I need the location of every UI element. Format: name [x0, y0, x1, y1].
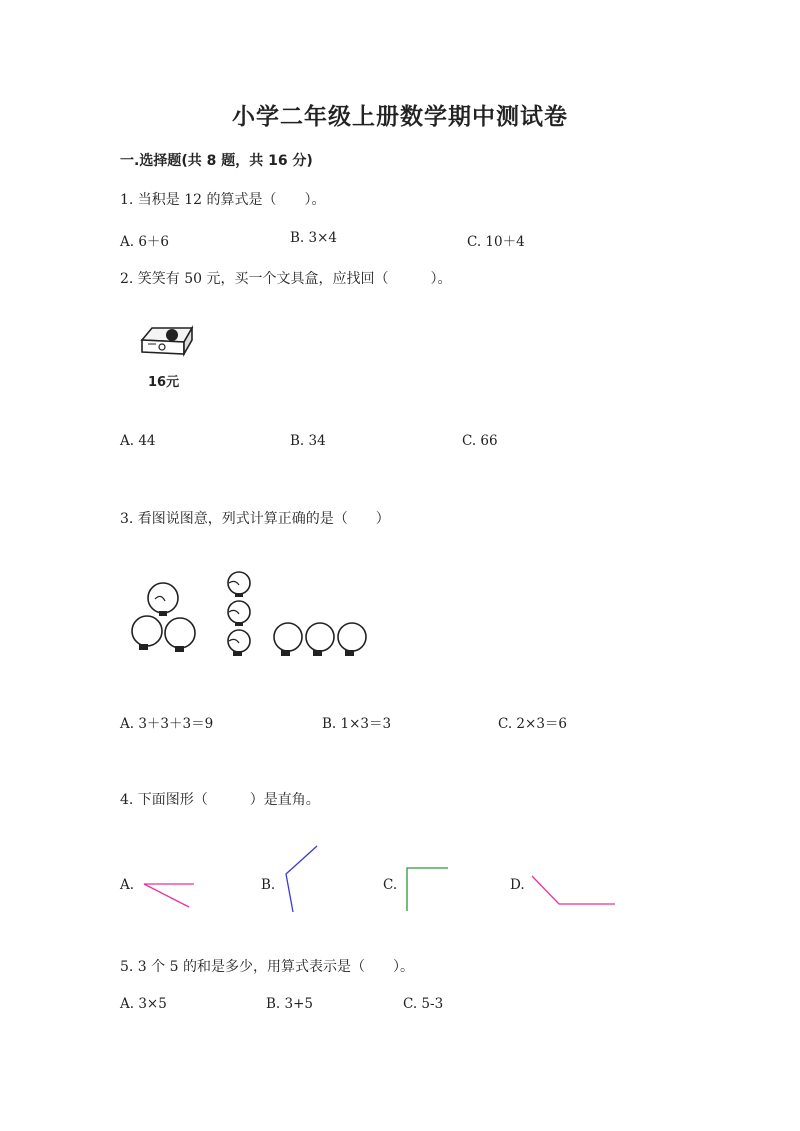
question-3-option-b[interactable]: B. 1×3＝3: [322, 716, 392, 732]
question-4-option-c[interactable]: C.: [383, 877, 398, 893]
angle-figure-c: [405, 867, 450, 912]
question-2-option-a[interactable]: A. 44: [120, 433, 156, 449]
question-5-option-a[interactable]: A. 3×5: [120, 996, 167, 1012]
price-label: 16元: [148, 375, 180, 390]
question-1-option-a[interactable]: A. 6＋6: [120, 234, 170, 250]
section-heading: 一.选择题(共 8 题，共 16 分): [120, 153, 313, 169]
question-3-text: 3. 看图说图意，列式计算正确的是（ ）: [120, 511, 390, 527]
angle-figure-b: [283, 843, 323, 913]
question-4-option-d[interactable]: D.: [510, 877, 525, 893]
question-4-text: 4. 下面图形（ ）是直角。: [120, 792, 320, 808]
question-2-option-b[interactable]: B. 34: [290, 433, 326, 449]
balloons-illustration: [125, 565, 385, 675]
question-2-option-c[interactable]: C. 66: [462, 433, 498, 449]
question-3-option-c[interactable]: C. 2×3＝6: [498, 716, 568, 732]
question-4-option-a[interactable]: A.: [120, 877, 135, 893]
angle-figure-a: [143, 880, 203, 910]
question-5-option-b[interactable]: B. 3+5: [266, 996, 313, 1012]
pencil-box-illustration: [138, 322, 198, 362]
question-5-text: 5. 3 个 5 的和是多少，用算式表示是（ ）。: [120, 959, 414, 975]
question-1-option-b[interactable]: B. 3×4: [290, 230, 337, 246]
page-title: 小学二年级上册数学期中测试卷: [232, 104, 568, 130]
question-1-option-c[interactable]: C. 10＋4: [467, 234, 525, 250]
question-4-option-b[interactable]: B.: [261, 877, 276, 893]
question-5-option-c[interactable]: C. 5-3: [403, 996, 444, 1012]
question-1-text: 1. 当积是 12 的算式是（ ）。: [120, 192, 326, 208]
angle-figure-d: [530, 874, 620, 909]
question-2-text: 2. 笑笑有 50 元，买一个文具盒，应找回（ ）。: [120, 271, 452, 287]
question-3-option-a[interactable]: A. 3＋3＋3＝9: [120, 716, 214, 732]
